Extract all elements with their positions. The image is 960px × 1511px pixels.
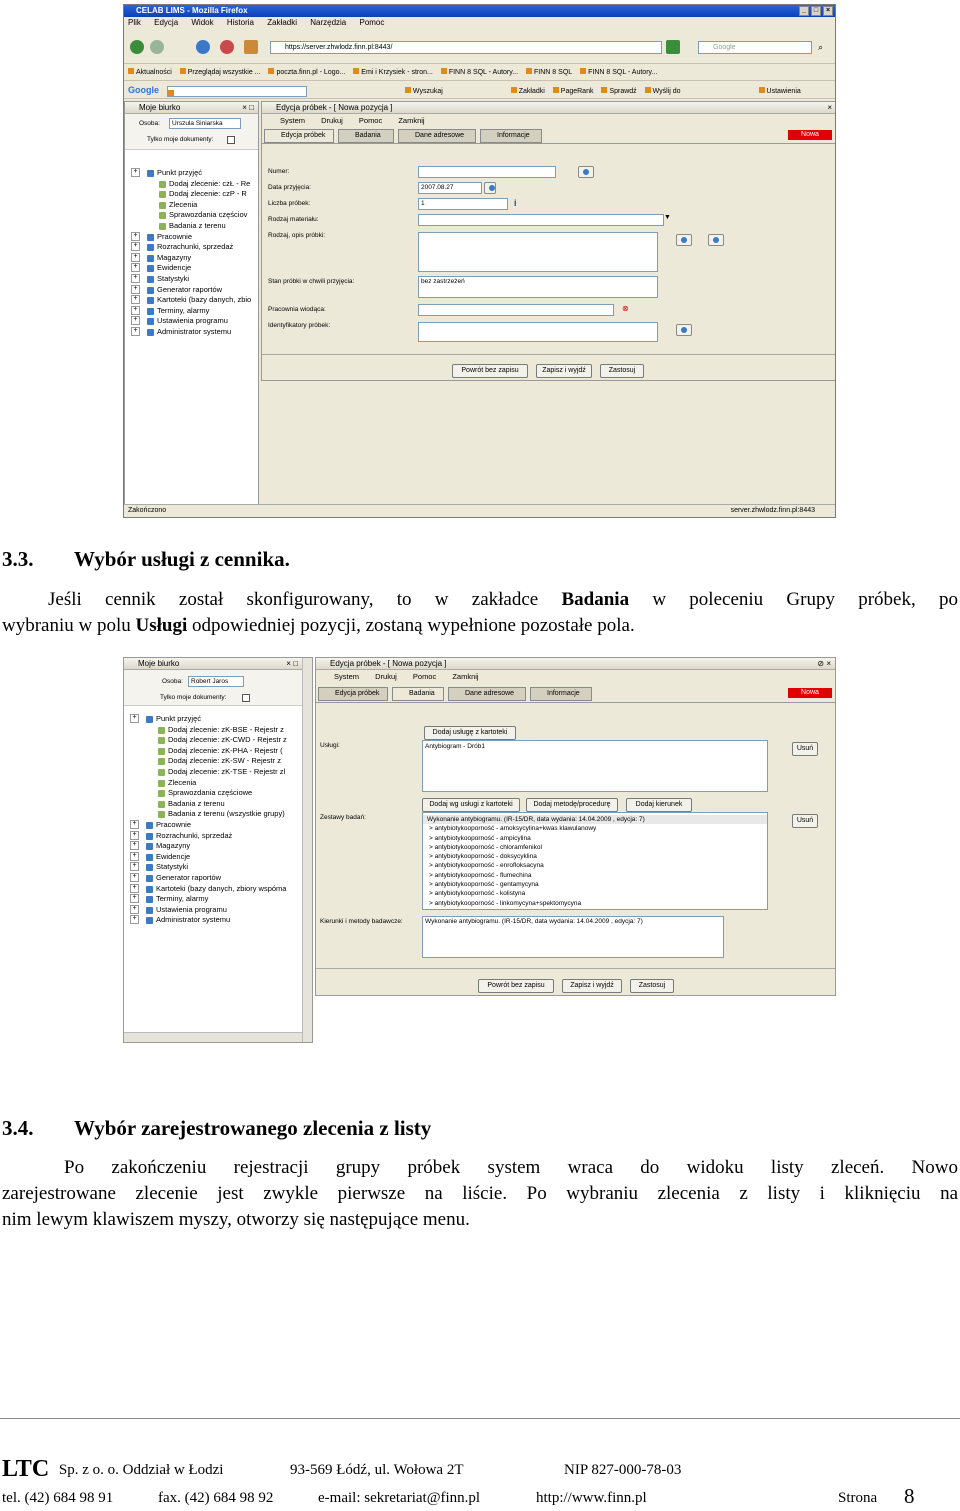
window-title: CELAB LIMS - Mozilla Firefox: [136, 6, 248, 15]
tree-subitem[interactable]: Zlecenia: [129, 200, 258, 211]
tree-item[interactable]: Terminy, alarmy +: [129, 306, 258, 317]
tree-item[interactable]: Ewidencje +: [128, 852, 312, 863]
calendar-icon[interactable]: [484, 182, 496, 194]
test-set-item[interactable]: > antybiotykooporność - flumechina: [429, 871, 532, 879]
send-to-button[interactable]: Wyślij do: [645, 84, 681, 99]
chevron-down-icon[interactable]: ▼: [664, 214, 671, 221]
google-toolbar: [124, 82, 835, 99]
test-set-item[interactable]: > antybiotykooporność - ampicylina: [429, 834, 531, 842]
form-menubar: [316, 670, 835, 683]
bookmark-item[interactable]: poczta.finn.pl - Logo...: [268, 65, 345, 80]
test-set-item[interactable]: > antybiotykooporność - doksycyklina: [429, 853, 537, 861]
tree-subitem[interactable]: Badania z terenu: [129, 221, 258, 232]
spellcheck-button[interactable]: Sprawdź: [601, 84, 636, 99]
footer-fax: fax. (42) 684 98 92: [158, 1490, 274, 1506]
desk-panel-title: Moje biurko: [139, 103, 181, 112]
form-title: Edycja próbek - [ Nowa pozycja ]: [330, 659, 447, 668]
paragraph-line: zarejestrowane zlecenie jest zwykle pierwsze na liście. Po wybraniu zlecenia z listy i kliknięciu na: [2, 1183, 958, 1204]
tree-item[interactable]: Rozrachunki, sprzedaż +: [129, 242, 258, 253]
text-run: w poleceniu Grupy próbek, po: [629, 589, 958, 610]
google-search-button[interactable]: Wyszukaj: [405, 84, 443, 99]
form-menu-system[interactable]: System: [280, 116, 306, 125]
bookmark-item[interactable]: Przeglądaj wszystkie ...: [180, 65, 261, 80]
services-item[interactable]: Antybiogram - Drób1: [425, 743, 485, 750]
text-run: Jeśli cennik został skonfigurowany, to w zakładce: [48, 589, 562, 610]
sample-count-input[interactable]: 1: [418, 198, 508, 210]
url-bar[interactable]: [270, 41, 662, 54]
vertical-scrollbar[interactable]: [302, 658, 312, 1042]
tab-tests[interactable]: Badania: [338, 129, 394, 143]
form-title: Edycja próbek - [ Nowa pozycja ]: [276, 103, 393, 112]
footer-tel: tel. (42) 684 98 91: [2, 1490, 114, 1506]
bookmark-item[interactable]: FINN 8 SQL: [526, 65, 572, 80]
paragraph-line: [2, 587, 958, 613]
add-by-service-button[interactable]: Dodaj wg usługi z kartoteki: [422, 798, 520, 812]
navigation-toolbar: [124, 30, 835, 64]
company-branch: Sp. z o. o. Oddział w Łodzi: [58, 1462, 224, 1478]
bookmark-item[interactable]: FINN 8 SQL - Autory...: [580, 65, 657, 80]
new-badge: Nowa: [788, 688, 832, 698]
form-menu-system[interactable]: System: [334, 672, 360, 681]
footer-line-1: [2, 1456, 223, 1483]
tree-subitem[interactable]: Dodaj zlecenie: czP - R: [129, 189, 258, 200]
sample-edit-form: [315, 657, 836, 996]
close-icon[interactable]: ×: [827, 103, 832, 112]
menu-tools[interactable]: Narzędzia: [310, 18, 347, 27]
tree-item[interactable]: Ustawienia programu +: [129, 316, 258, 327]
footer-page-number: 8: [904, 1484, 915, 1508]
material-type-select[interactable]: [418, 214, 664, 226]
add-service-button[interactable]: Dodaj usługę z kartoteki: [424, 726, 516, 740]
remove-test-set-button[interactable]: Usuń: [792, 814, 818, 828]
test-set-item[interactable]: > antybiotykooporność - amoksycylina+kwas klawulanowy: [429, 825, 597, 833]
section-title: Wybór zarejestrowanego zlecenia z listy: [74, 1116, 432, 1140]
remove-service-button[interactable]: Usuń: [792, 742, 818, 756]
save-and-exit-button[interactable]: Zapisz i wyjdź: [562, 979, 622, 993]
sample-ids-button[interactable]: [676, 324, 692, 336]
tree-item[interactable]: Magazyny +: [128, 841, 312, 852]
tree-subitem[interactable]: Dodaj zlecenie: czŁ - Re: [129, 179, 258, 190]
directions-label: Kierunki i metody badawcze:: [320, 918, 403, 925]
test-set-item[interactable]: > antybiotykooporność - kolistyna: [429, 890, 526, 898]
tree-item[interactable]: Administrator systemu +: [129, 327, 258, 338]
menu-view[interactable]: Widok: [191, 18, 214, 27]
divider: [262, 354, 836, 355]
horizontal-scrollbar[interactable]: [124, 1032, 302, 1042]
form-tabs: [262, 127, 836, 144]
desk-panel-title: Moje biurko: [138, 659, 180, 668]
only-my-docs-label: Tylko moje dokumenty:: [160, 694, 227, 701]
section-3-3-heading: [2, 547, 290, 572]
back-without-save-button[interactable]: Powrót bez zapisu: [452, 364, 528, 378]
section-3-4-heading: [2, 1116, 431, 1141]
tab-sample-edit[interactable]: Edycja próbek: [318, 687, 388, 701]
web-search-input[interactable]: [698, 41, 812, 54]
desk-panel: [123, 657, 313, 1043]
tree-item[interactable]: Generator raportów +: [129, 285, 258, 296]
close-button[interactable]: ×: [823, 6, 833, 16]
only-my-docs-label: Tylko moje dokumenty:: [147, 136, 214, 143]
google-search-input[interactable]: [167, 86, 307, 97]
status-bar: [124, 504, 835, 517]
test-set-item[interactable]: > antybiotykooporność - chloramfenikol: [429, 843, 542, 851]
number-lookup-button[interactable]: [578, 166, 594, 178]
reload-icon[interactable]: [196, 40, 210, 54]
bookmark-item[interactable]: Aktualności: [128, 65, 172, 80]
form-menubar: [262, 114, 836, 127]
sample-ids-label: Identyfikatory próbek:: [268, 322, 331, 329]
footer-rule: [0, 1418, 960, 1419]
tab-sample-edit[interactable]: Edycja próbek: [264, 129, 334, 143]
company-logo-text: LTC: [2, 1456, 50, 1482]
apply-button[interactable]: Zastosuj: [600, 364, 644, 378]
bookmark-item[interactable]: FINN 8 SQL - Autory...: [441, 65, 518, 80]
services-list[interactable]: [422, 740, 768, 792]
bold-term-badania: Badania: [561, 589, 630, 610]
window-titlebar: [124, 5, 835, 17]
paragraph-line: Po zakończeniu rejestracji grupy próbek system wraca do widoku listy zleceń. Nowo: [64, 1157, 958, 1178]
form-menu-help[interactable]: Pomoc: [358, 116, 383, 125]
paragraph-line: nim lewym klawiszem myszy, otworzy się następujące menu.: [2, 1209, 470, 1230]
tree-subitem[interactable]: Dodaj zlecenie: zK-BSE - Rejestr z: [128, 725, 312, 736]
person-label: Osoba:: [139, 120, 160, 127]
test-set-item[interactable]: > antybiotykooporność - gentamycyna: [429, 881, 539, 889]
sample-edit-form: [261, 101, 836, 381]
directions-list[interactable]: [422, 916, 724, 958]
menu-bookmarks[interactable]: Zakładki: [267, 18, 297, 27]
new-badge: Nowa: [788, 130, 832, 140]
tree-item[interactable]: Kartoteki (bazy danych, zbiory wspóma +: [128, 884, 312, 895]
maximize-button[interactable]: □: [811, 6, 821, 16]
home-icon[interactable]: [244, 40, 258, 54]
desk-filter: [124, 670, 312, 706]
tree-item[interactable]: Pracownie +: [128, 820, 312, 831]
only-my-docs-checkbox[interactable]: [242, 694, 250, 702]
tree-subitem[interactable]: Dodaj zlecenie: zK-TSE - Rejestr zl: [128, 767, 312, 778]
tree-item[interactable]: Generator raportów +: [128, 873, 312, 884]
desk-panel: [124, 101, 259, 505]
google-logo: Google: [128, 85, 159, 95]
text-run: wybraniu w polu: [2, 615, 136, 636]
stop-icon[interactable]: [220, 40, 234, 54]
menu-edit[interactable]: Edycja: [154, 18, 179, 27]
description-button-1[interactable]: [676, 234, 692, 246]
tab-address[interactable]: Dane adresowe: [448, 687, 526, 701]
tab-address[interactable]: Dane adresowe: [398, 129, 476, 143]
sample-count-label: Liczba próbek:: [268, 200, 311, 207]
pagerank-indicator: PageRank: [553, 84, 594, 99]
test-set-item[interactable]: Wykonanie antybiogramu. (IR-15/DR, data wydania: 14.04.2009 , edycja: 7): [423, 815, 767, 824]
services-label: Usługi:: [320, 742, 340, 749]
google-bookmarks-button[interactable]: Zakładki: [511, 84, 545, 99]
menu-history[interactable]: Historia: [226, 18, 254, 27]
forward-icon[interactable]: [150, 40, 164, 54]
form-header: [316, 658, 835, 670]
desk-panel-header: [125, 102, 258, 114]
tree-subitem[interactable]: Sprawozdania częściowe: [128, 788, 312, 799]
sample-description-label: Rodzaj, opis próbki:: [268, 232, 326, 239]
tree-item[interactable]: Magazyny +: [129, 253, 258, 264]
google-settings-button[interactable]: Ustawienia: [759, 84, 801, 99]
tree-item[interactable]: Ewidencje +: [129, 263, 258, 274]
tree-item[interactable]: Pracownie +: [129, 232, 258, 243]
person-label: Osoba:: [162, 678, 183, 685]
tree-item[interactable]: Ustawienia programu +: [128, 905, 312, 916]
form-menu-close[interactable]: Zamknij: [398, 116, 425, 125]
back-icon[interactable]: [130, 40, 144, 54]
tree-subitem[interactable]: Sprawozdania częściov: [129, 210, 258, 221]
status-host: server.zhwlodz.finn.pl:8443: [730, 507, 815, 514]
section-3-3-paragraph: [2, 587, 958, 639]
desk-filter: [125, 114, 258, 150]
minimize-button[interactable]: _: [799, 6, 809, 16]
tree-item[interactable]: Statystyki +: [128, 862, 312, 873]
test-sets-label: Zestawy badań:: [320, 814, 366, 821]
browser-menubar: [124, 18, 835, 29]
apply-button[interactable]: Zastosuj: [630, 979, 674, 993]
tab-info[interactable]: Informacje: [480, 129, 542, 143]
tree-item[interactable]: Kartoteki (bazy danych, zbio +: [129, 295, 258, 306]
sample-description-textarea[interactable]: [418, 232, 658, 272]
footer-email[interactable]: e-mail: sekretariat@finn.pl: [318, 1490, 481, 1506]
search-icon[interactable]: ⌕: [818, 42, 824, 52]
test-set-item[interactable]: > antybiotykooporność - linkomycyna+spektomycyna: [429, 899, 582, 907]
close-icon[interactable]: ⊘ ×: [817, 659, 831, 668]
intake-date-label: Data przyjęcia:: [268, 184, 311, 191]
section-3-4-paragraph: [2, 1155, 958, 1233]
test-set-item[interactable]: > antybiotykooporność - enrofloksacyna: [429, 862, 544, 870]
lead-lab-label: Pracownia wiodąca:: [268, 306, 326, 313]
add-method-button[interactable]: Dodaj metodę/procedurę: [526, 798, 618, 812]
number-input[interactable]: [418, 166, 556, 178]
info-icon[interactable]: i: [514, 198, 517, 208]
web-search-placeholder: Google: [713, 44, 736, 51]
save-and-exit-button[interactable]: Zapisz i wyjdź: [536, 364, 592, 378]
footer-page-label: Strona: [838, 1490, 878, 1506]
section-number: 3.3.: [2, 547, 34, 571]
tree-item[interactable]: Statystyki +: [129, 274, 258, 285]
intake-date-input[interactable]: 2007.08.27: [418, 182, 482, 194]
form-menu-print[interactable]: Drukuj: [321, 116, 343, 125]
section-number: 3.4.: [2, 1116, 34, 1140]
material-type-label: Rodzaj materiału:: [268, 216, 319, 223]
tree-subitem[interactable]: Zlecenia: [128, 778, 312, 789]
form-menu-close[interactable]: Zamknij: [452, 672, 479, 681]
form-tabs: [316, 683, 835, 703]
tree-item[interactable]: Administrator systemu +: [128, 915, 312, 926]
form-header: [262, 102, 836, 114]
bold-term-uslugi: Usługi: [135, 615, 188, 636]
tree-subitem[interactable]: Badania z terenu: [128, 799, 312, 810]
close-icon[interactable]: × □: [242, 103, 254, 112]
go-icon[interactable]: [666, 40, 680, 54]
desk-panel-header: [124, 658, 312, 670]
bookmarks-toolbar: [124, 65, 835, 81]
description-button-2[interactable]: [708, 234, 724, 246]
tree-subitem[interactable]: Dodaj zlecenie: zK-PHA - Rejestr (: [128, 746, 312, 757]
bookmark-item[interactable]: Emi i Krzysiek - stron...: [353, 65, 433, 80]
nav-tree: [125, 150, 258, 338]
tab-info[interactable]: Informacje: [530, 687, 592, 701]
sample-ids-input[interactable]: [418, 322, 658, 342]
tree-item[interactable]: Terminy, alarmy +: [128, 894, 312, 905]
menu-help[interactable]: Pomoc: [359, 18, 385, 27]
footer-website[interactable]: http://www.finn.pl: [536, 1490, 647, 1506]
divider: [316, 968, 835, 969]
only-my-docs-checkbox[interactable]: [227, 136, 235, 144]
test-sets-list[interactable]: [422, 812, 768, 910]
clear-icon[interactable]: ⊗: [622, 304, 629, 313]
firefox-window-screenshot: [123, 4, 836, 518]
app-screenshot-2: [123, 657, 836, 1043]
tree-subitem[interactable]: Dodaj zlecenie: zK-CWD - Rejestr z: [128, 735, 312, 746]
close-icon[interactable]: × □: [286, 659, 298, 668]
footer-address: 93-569 Łódź, ul. Wołowa 2T: [290, 1462, 464, 1478]
section-title: Wybór usługi z cennika.: [74, 547, 290, 571]
text-run: odpowiedniej pozycji, zostaną wypełnione pozostałe pola.: [187, 615, 635, 636]
nav-tree: [124, 706, 312, 926]
status-text: Zakończono: [128, 507, 167, 514]
paragraph-line: [2, 613, 958, 639]
sample-state-label: Stan próbki w chwili przyjęcia:: [268, 278, 355, 285]
back-without-save-button[interactable]: Powrót bez zapisu: [478, 979, 554, 993]
tree-item[interactable]: Punkt przyjęć +: [128, 714, 312, 725]
tree-item[interactable]: Rozrachunki, sprzedaż +: [128, 831, 312, 842]
tree-subitem[interactable]: Badania z terenu (wszystkie grupy): [128, 809, 312, 820]
tree-subitem[interactable]: Dodaj zlecenie: zK-SW - Rejestr z: [128, 756, 312, 767]
url-text: https://server.zhwlodz.finn.pl:8443/: [285, 44, 393, 51]
add-direction-button[interactable]: Dodaj kierunek: [626, 798, 692, 812]
person-select[interactable]: Robert Jaros: [188, 676, 244, 687]
footer-nip: NIP 827-000-78-03: [564, 1462, 682, 1478]
tree-item[interactable]: Punkt przyjęć +: [129, 168, 258, 179]
menu-file[interactable]: Plik: [128, 18, 141, 27]
number-label: Numer:: [268, 168, 290, 175]
form-menu-print[interactable]: Drukuj: [375, 672, 397, 681]
sample-state-input[interactable]: bez zastrzeżeń: [418, 276, 658, 298]
directions-item[interactable]: Wykonanie antybiogramu. (IR-15/DR, data wydania: 14.04.2009 , edycja: 7): [425, 918, 643, 925]
form-menu-help[interactable]: Pomoc: [412, 672, 437, 681]
tab-tests[interactable]: Badania: [392, 687, 444, 701]
lead-lab-select[interactable]: [418, 304, 614, 316]
person-select[interactable]: Urszula Siniarska: [169, 118, 241, 129]
